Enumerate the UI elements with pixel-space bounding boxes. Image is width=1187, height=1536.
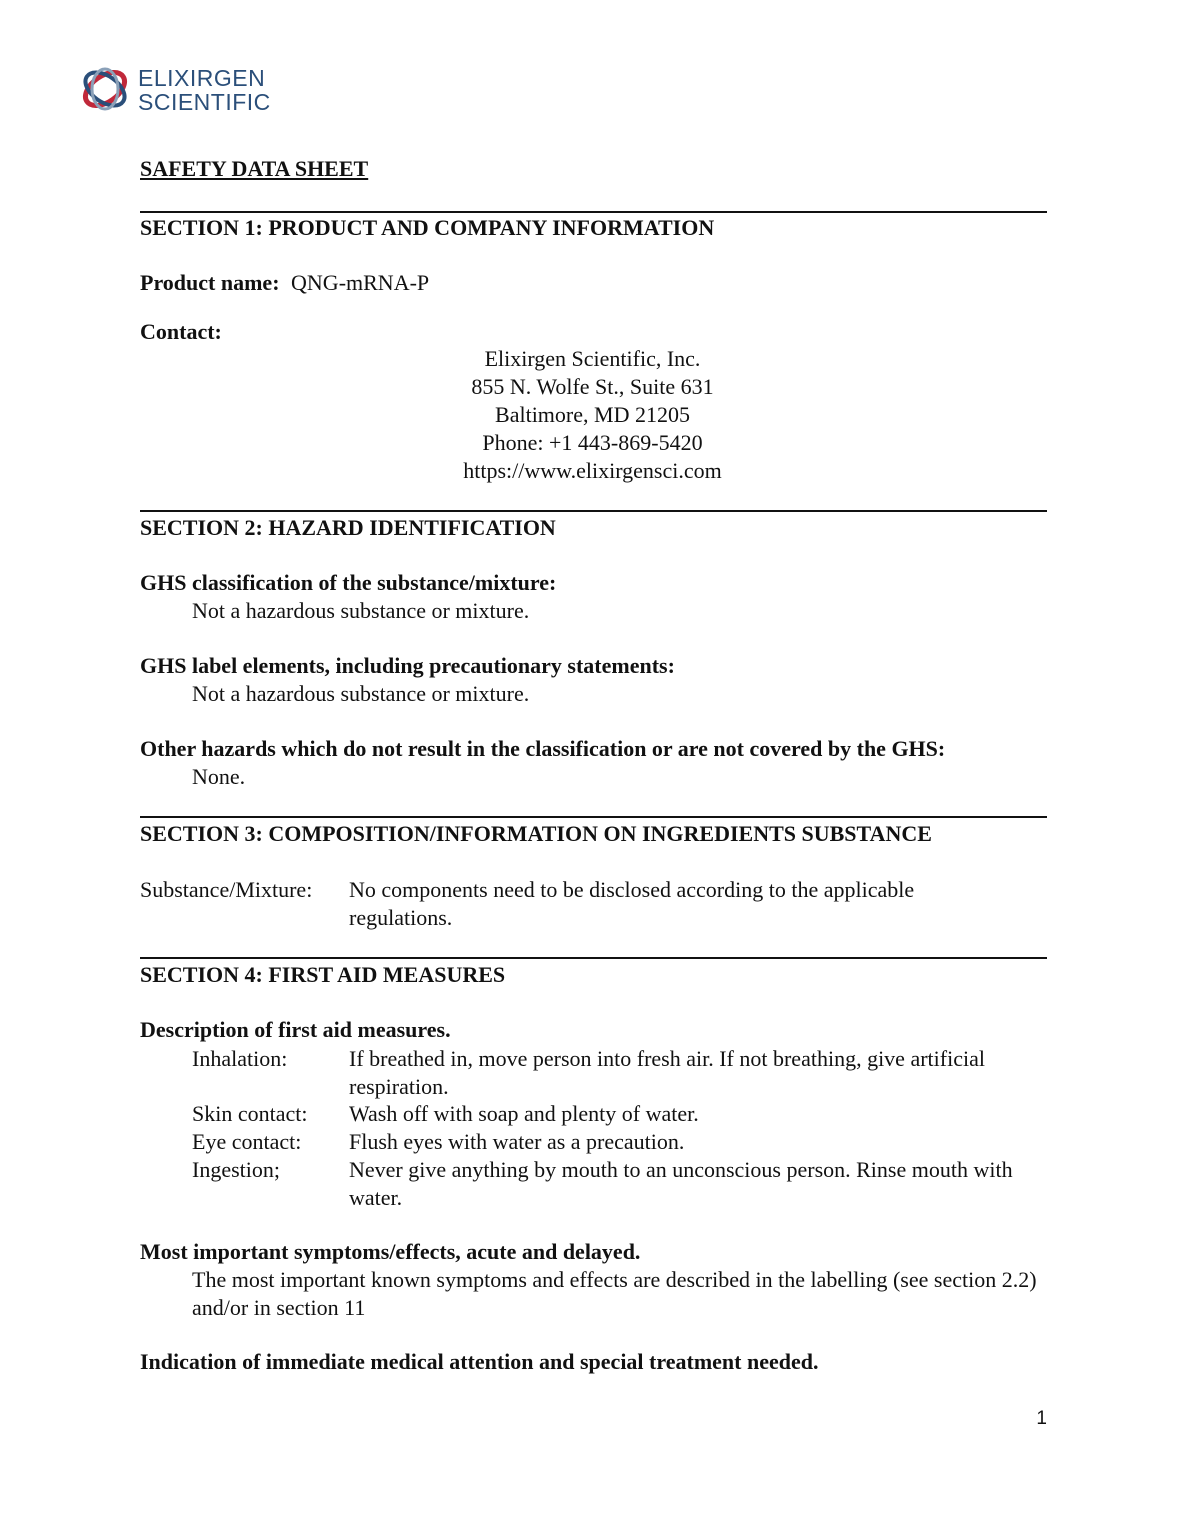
substance-mixture-value: No components need to be disclosed according to the applicable regulations. <box>349 877 915 930</box>
logo-line-1: ELIXIRGEN <box>138 65 266 91</box>
contact-website[interactable]: https://www.elixirgensci.com <box>463 458 722 483</box>
section-divider <box>140 510 1047 512</box>
section-divider <box>140 211 1047 213</box>
contact-city: Baltimore, MD 21205 <box>495 402 690 427</box>
contact-phone: Phone: +1 443-869-5420 <box>482 430 703 455</box>
measure-value: Flush eyes with water as a precaution. <box>349 1129 685 1154</box>
section-3-heading: SECTION 3: COMPOSITION/INFORMATION ON INGREDIENTS SUBSTANCE <box>140 821 932 846</box>
ghs-classification-label: GHS classification of the substance/mixture: <box>140 570 557 595</box>
measure-row <box>192 1156 1047 1212</box>
ghs-classification-value: Not a hazardous substance or mixture. <box>192 598 530 623</box>
contact-address-block <box>340 345 845 485</box>
measure-value: If breathed in, move person into fresh air. If not breathing, give artificial respiration. <box>349 1046 985 1099</box>
company-logo <box>78 62 278 118</box>
measure-value: Wash off with soap and plenty of water. <box>349 1101 699 1126</box>
page-number: 1 <box>1036 1408 1047 1429</box>
ghs-label-elements-label: GHS label elements, including precautionary statements: <box>140 653 675 678</box>
section-1-heading: SECTION 1: PRODUCT AND COMPANY INFORMATION <box>140 215 715 240</box>
section-divider <box>140 816 1047 818</box>
measure-key: Inhalation: <box>192 1046 288 1071</box>
measure-row <box>192 1045 1047 1101</box>
substance-mixture-row <box>140 876 1047 936</box>
symptoms-label: Most important symptoms/effects, acute and delayed. <box>140 1239 641 1264</box>
contact-label: Contact: <box>140 319 222 344</box>
product-name-label: Product name: <box>140 270 280 295</box>
measure-key: Ingestion; <box>192 1157 280 1182</box>
symptoms-value: The most important known symptoms and effects are described in the labelling (see section 2.2) and/or in section 11 <box>192 1267 1037 1320</box>
measure-row <box>192 1128 1047 1156</box>
substance-mixture-key: Substance/Mixture: <box>140 877 313 902</box>
ghs-label-elements-value: Not a hazardous substance or mixture. <box>192 681 530 706</box>
medical-attention-label: Indication of immediate medical attention and special treatment needed. <box>140 1349 819 1374</box>
other-hazards-label: Other hazards which do not result in the classification or are not covered by the GHS: <box>140 736 946 761</box>
section-2-heading: SECTION 2: HAZARD IDENTIFICATION <box>140 515 556 540</box>
contact-street: 855 N. Wolfe St., Suite 631 <box>471 374 714 399</box>
measure-value: Never give anything by mouth to an unconscious person. Rinse mouth with water. <box>349 1157 1013 1210</box>
document-title: SAFETY DATA SHEET <box>140 156 369 181</box>
section-4-heading: SECTION 4: FIRST AID MEASURES <box>140 962 506 987</box>
other-hazards-value: None. <box>192 764 246 789</box>
measure-key: Skin contact: <box>192 1101 308 1126</box>
measure-row <box>192 1100 1047 1128</box>
contact-company: Elixirgen Scientific, Inc. <box>484 346 701 371</box>
product-name-line <box>140 270 429 296</box>
section-divider <box>140 957 1047 959</box>
elixirgen-logo-icon <box>78 62 132 116</box>
logo-line-2: SCIENTIFIC <box>138 89 271 115</box>
product-name-value: QNG-mRNA-P <box>291 270 430 295</box>
first-aid-description-label: Description of first aid measures. <box>140 1017 451 1042</box>
measure-key: Eye contact: <box>192 1129 302 1154</box>
